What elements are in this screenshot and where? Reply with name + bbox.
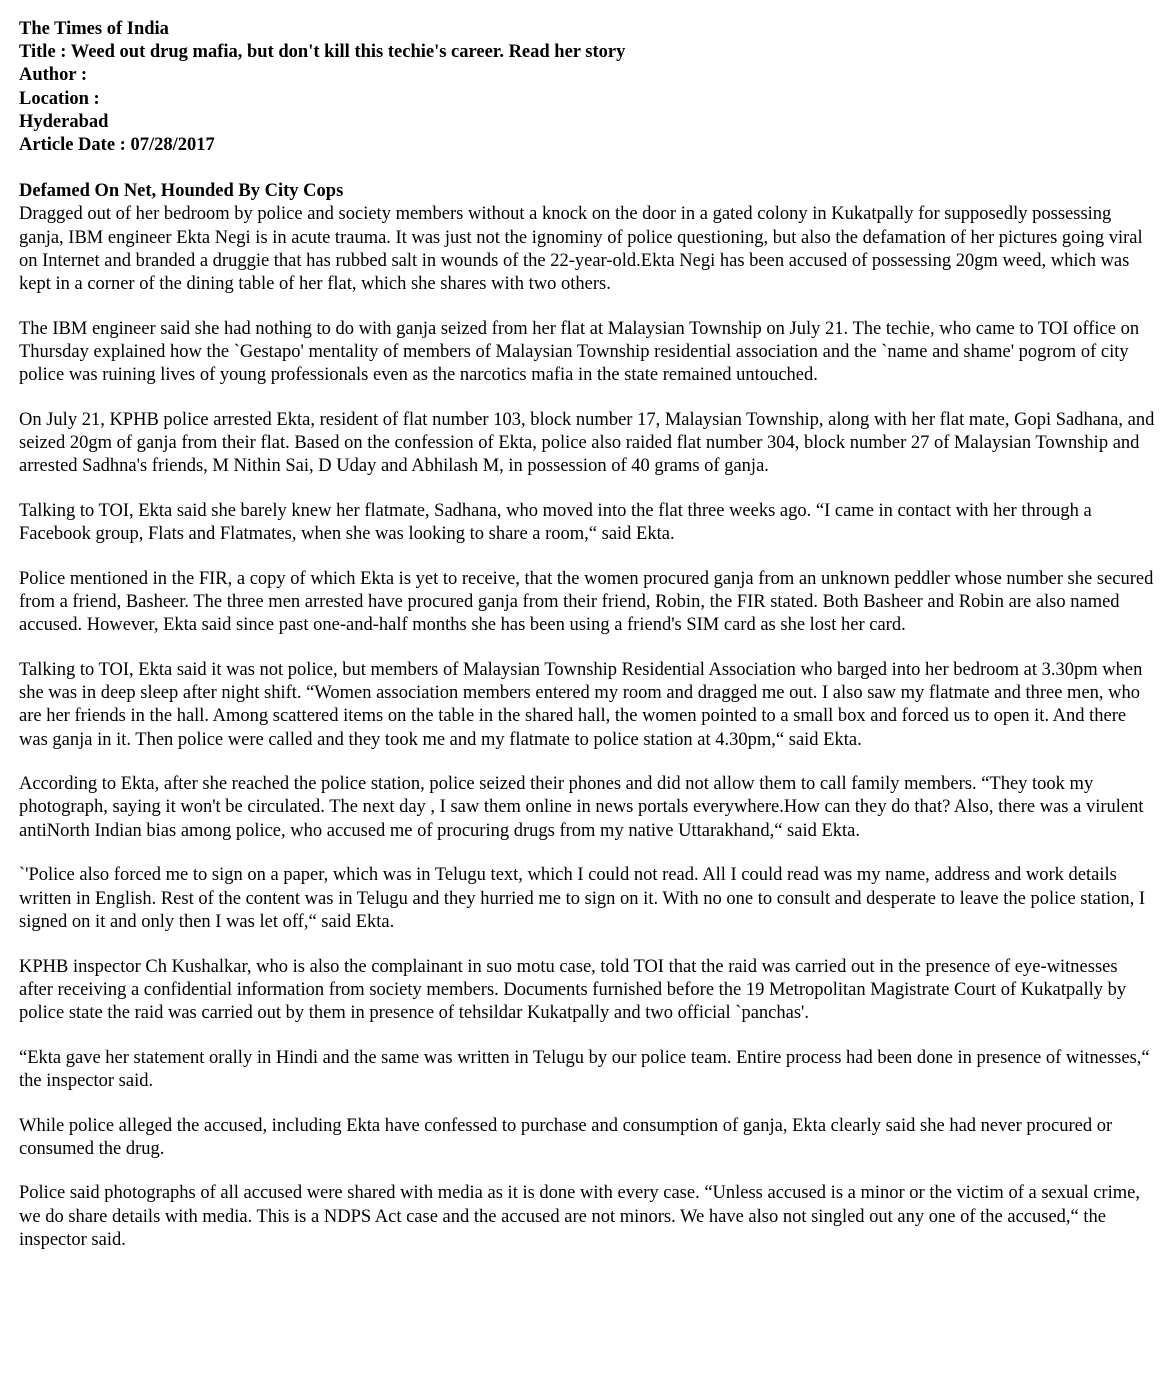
article-location-value: Hyderabad (19, 111, 109, 132)
article-author: Author : (19, 65, 88, 86)
article-paragraph: On July 21, KPHB police arrested Ekta, resident of flat number 103, block number 17, Malaysian Township, along with her flat mate, Gopi Sadhana, and seized 20gm of ganja from their flat. Based on the confession of Ekta, police also raided flat number 304, block number 27 of Malaysian Township and arrested Sadhna's friends, M Nithin Sai, D Uday and Abhilash M, in possession of 40 grams of ganja. (19, 409, 1155, 477)
publication-name: The Times of India (19, 19, 169, 39)
article-paragraph: Talking to TOI, Ekta said she barely knew her flatmate, Sadhana, who moved into the flat three weeks ago. “I came in contact with her through a Facebook group, Flats and Flatmates, when she was looking to share a room,“ said Ekta. (19, 500, 1092, 545)
meta-spacer (19, 157, 1155, 180)
article-paragraph: Police said photographs of all accused were shared with media as it is done with every case. “Unless accused is a minor or the victim of a sexual crime, we do share details with media. This is a NDPS Act case and the accused are not minors. We have also not singled out any one of the accused,“ the inspector said. (19, 1183, 1140, 1250)
article-paragraph: “Ekta gave her statement orally in Hindi and the same was written in Telugu by our police team. Entire process had been done in presence of witnesses,“ the inspector said. (19, 1047, 1150, 1091)
article-meta (19, 18, 1155, 157)
article-paragraph: The IBM engineer said she had nothing to do with ganja seized from her flat at Malaysian Township on July 21. The techie, who came to TOI office on Thursday explained how the `Gestapo' mentality of members of Malaysian Township residential association and the `name and shame' pogrom of city police was ruining lives of young professionals even as the narcotics mafia in the state remained untouched. (19, 318, 1140, 386)
article-subheading: Defamed On Net, Hounded By City Cops (19, 181, 344, 202)
article-paragraph: According to Ekta, after she reached the police station, police seized their phones and did not allow them to call family members. “They took my photograph, saying it won't be circulated. The next day , I saw them online in news portals everywhere.How can they do that? Also, there was a virulent antiNorth Indian bias among police, who accused me of procuring drugs from my native Uttarakhand,“ said Ekta. (19, 774, 1144, 841)
article-paragraph: Police mentioned in the FIR, a copy of which Ekta is yet to receive, that the women procured ganja from an unknown peddler whose number she secured from a friend, Basheer. The three men arrested have procured ganja from their friend, Robin, the FIR stated. Both Basheer and Robin are also named accused. However, Ekta said since past one-and-half months she has been using a friend's SIM card as she lost her card. (19, 568, 1154, 636)
article-paragraph: KPHB inspector Ch Kushalkar, who is also the complainant in suo motu case, told TOI that the raid was carried out in the presence of eye-witnesses after receiving a confidential information from society members. Documents furnished before the 19 Metropolitan Magistrate Court of Kukatpally by police state the raid was carried out by them in presence of tehsildar Kukatpally and two official `panchas'. (19, 956, 1127, 1023)
article-location-label: Location : (19, 88, 100, 109)
article-paragraph: Dragged out of her bedroom by police and society members without a knock on the door in a gated colony in Kukatpally for supposedly possessing ganja, IBM engineer Ekta Negi is in acute trauma. It was just not the ignominy of police questioning, but also the defamation of her pictures going viral on Internet and branded a druggie that has rubbed salt in wounds of the 22-year-old.Ekta Negi has been accused of possessing 20gm weed, which was kept in a corner of the dining table of her flat, which she shares with two others. (19, 204, 1143, 295)
article-body (19, 203, 1155, 1252)
article-title: Title : Weed out drug mafia, but don't kill this techie's career. Read her story (19, 42, 626, 63)
article-paragraph: Talking to TOI, Ekta said it was not police, but members of Malaysian Township Residential Association who barged into her bedroom at 3.30pm when she was in deep sleep after night shift. “Women association members entered my room and dragged me out. I also saw my flatmate and three men, who are her friends in the hall. Among scattered items on the table in the shared hall, the women pointed to a small box and forced us to open it. And there was ganja in it. Then police were called and they took me and my flatmate to police station at 4.30pm,“ said Ekta. (19, 659, 1143, 750)
article-date: Article Date : 07/28/2017 (19, 135, 215, 156)
article-paragraph: While police alleged the accused, including Ekta have confessed to purchase and consumption of ganja, Ekta clearly said she had never procured or consumed the drug. (19, 1115, 1113, 1159)
article-paragraph: `'Police also forced me to sign on a paper, which was in Telugu text, which I could not read. All I could read was my name, address and work details written in English. Rest of the content was in Telugu and they hurried me to sign on it. With no one to consult and desperate to leave the police station, I signed on it and only then I was let off,“ said Ekta. (19, 865, 1146, 932)
